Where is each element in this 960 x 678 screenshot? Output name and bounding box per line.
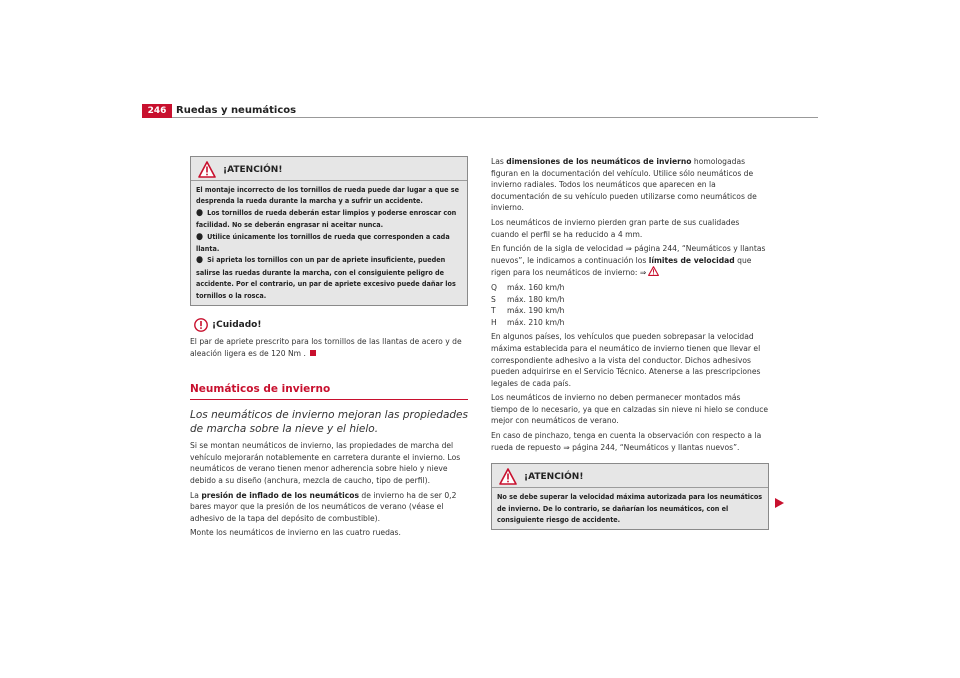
- speed-code: S: [491, 294, 496, 304]
- section-subtitle: Los neumáticos de invierno mejoran las propiedades de marcha sobre la nieve y el hielo.: [190, 409, 468, 436]
- bullet-icon: ●: [196, 255, 204, 266]
- right-column: [491, 156, 769, 542]
- bullet-icon: ●: [196, 231, 204, 242]
- body-paragraph: En caso de pinchazo, tenga en cuenta la observación con respecto a la rueda de repuesto ⇒ página 244, “Neumáticos y llantas nuevos”.: [491, 431, 762, 452]
- page-number: 246: [142, 104, 172, 118]
- speed-value: máx. 180 km/h: [507, 294, 565, 304]
- warning-header: [191, 161, 467, 181]
- speed-code: T: [491, 306, 496, 316]
- caution-icon: [194, 318, 208, 332]
- speed-code: Q: [491, 282, 497, 292]
- chapter-title: Ruedas y neumáticos: [176, 105, 297, 116]
- caution-text: El par de apriete prescrito para los tornillos de las llantas de acero y de aleación ligera es de 120 Nm .: [190, 337, 462, 358]
- warning-title: ¡ATENCIÓN!: [524, 472, 584, 483]
- body-paragraph: En función de la sigla de velocidad ⇒ página 244, “Neumáticos y llantas nuevos”, le indicamos a continuación los límites de velocidad que rigen para los neumáticos de invierno: ⇒: [491, 244, 766, 278]
- speed-value: máx. 210 km/h: [507, 317, 565, 327]
- next-page-arrow-icon[interactable]: [775, 498, 784, 508]
- speed-value: máx. 190 km/h: [507, 306, 565, 316]
- body-paragraph: La presión de inflado de los neumáticos de invierno ha de ser 0,2 bares mayor que la presión de los neumáticos de verano (véase el adhesivo de la tapa del depósito de combustible).: [190, 490, 457, 523]
- bold-term: límites de velocidad: [648, 255, 735, 265]
- warning-intro: El montaje incorrecto de los tornillos de rueda puede dar lugar a que se desprenda la rueda durante la marcha y a sufrir un accidente.: [196, 185, 459, 206]
- warning-reference-icon[interactable]: [648, 266, 659, 276]
- body-paragraph: Monte los neumáticos de invierno en las cuatro ruedas.: [190, 528, 401, 538]
- speed-code: H: [491, 317, 497, 327]
- caution-header: [190, 318, 468, 334]
- caution-title: ¡Cuidado!: [212, 320, 262, 331]
- warning-box: [190, 156, 468, 306]
- warning-header: [492, 468, 768, 488]
- end-of-section-icon: [310, 350, 316, 356]
- header-divider: [172, 117, 818, 118]
- warning-title: ¡ATENCIÓN!: [223, 165, 283, 175]
- list-item: [491, 294, 769, 306]
- body-paragraph: Las dimensiones de los neumáticos de invierno homologadas figuran en la documentación del vehículo. Utilice sólo neumáticos de invierno radiales. Todos los neumáticos que aparecen en la documentación de su vehículo pueden utilizarse como neumáticos de invierno.: [491, 157, 757, 213]
- warning-triangle-icon: [499, 468, 517, 485]
- body-paragraph: Los neumáticos de invierno pierden gran parte de sus cualidades cuando el perfil se ha reducido a 4 mm.: [491, 217, 740, 239]
- body-paragraph: Los neumáticos de invierno no deben permanecer montados más tiempo de lo necesario, ya que en calzadas sin nieve ni hielo se conduce mejor con neumáticos de verano.: [491, 393, 769, 426]
- speed-limit-list: [491, 282, 769, 328]
- list-item: [491, 317, 769, 329]
- left-column: [190, 156, 468, 542]
- warning-bullet: ● Utilice únicamente los tornillos de rueda que corresponden a cada llanta.: [196, 231, 450, 254]
- list-item: [491, 282, 769, 294]
- warning-box: [491, 463, 769, 530]
- warning-triangle-icon: [198, 161, 216, 178]
- bold-term: presión de inflado de los neumáticos: [201, 490, 360, 500]
- list-item: [491, 305, 769, 317]
- speed-value: máx. 160 km/h: [507, 282, 565, 292]
- warning-bullet: ● Los tornillos de rueda deberán estar limpios y poderse enroscar con facilidad. No se deberán engrasar ni aceitar nunca.: [196, 207, 457, 230]
- body-paragraph: Si se montan neumáticos de invierno, las propiedades de marcha del vehículo mejorarán notablemente en carretera durante el invierno. Los neumáticos de verano tienen menor adherencia sobre hielo y nieve debido a su diseño (anchura, mezcla de caucho, tipo de perfil).: [190, 441, 461, 486]
- bullet-icon: ●: [196, 207, 204, 218]
- warning-bullet: ● Si aprieta los tornillos con un par de apriete insuficiente, pueden salirse las ruedas durante la marcha, con el consiguiente peligro de accidente. Por el contrario, un par de apriete excesivo puede dañar los tornillos o la rosca.: [196, 255, 456, 300]
- body-paragraph: En algunos países, los vehículos que pueden sobrepasar la velocidad máxima establecida para el neumático de invierno tienen que llevar el correspondiente adhesivo a la vista del conductor. Dichos adhesivos pueden adquirirse en el Servicio Técnico. Atenerse a las prescripciones legales de cada país.: [491, 332, 761, 388]
- bold-term: dimensiones de los neumáticos de invierno: [506, 157, 692, 166]
- section-title: Neumáticos de invierno: [190, 383, 468, 400]
- warning-text: No se debe superar la velocidad máxima autorizada para los neumáticos de invierno. De lo contrario, se dañarían los neumáticos, con el consiguiente riesgo de accidente.: [497, 492, 763, 525]
- page-header: [142, 104, 818, 118]
